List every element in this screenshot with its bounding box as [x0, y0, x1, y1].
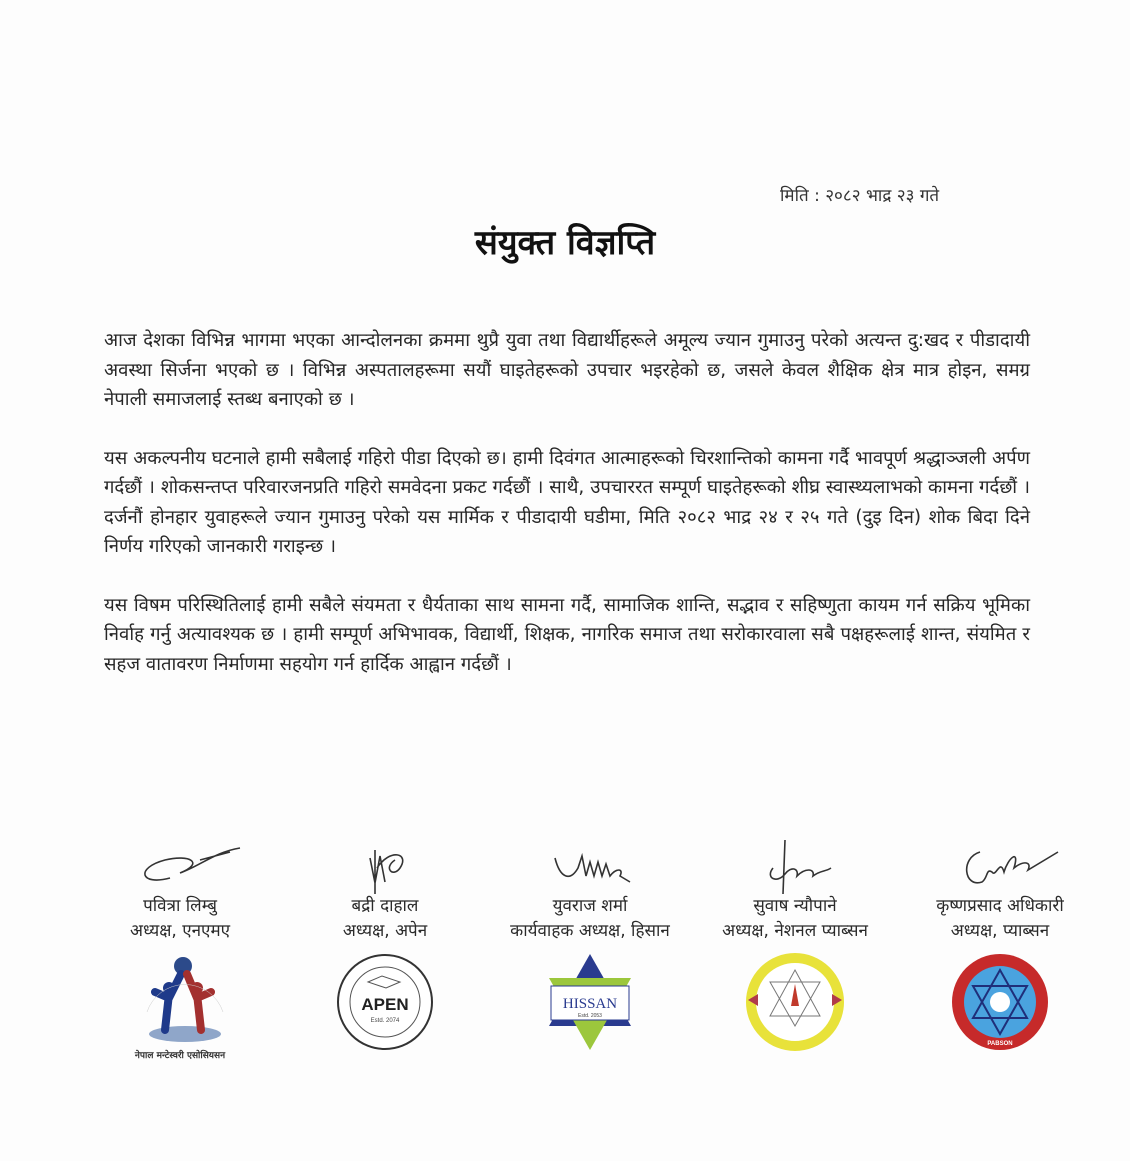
signatory-role: अध्यक्ष, नेशनल प्याब्सन	[722, 921, 868, 941]
apen-logo-text: APEN	[361, 995, 409, 1014]
signature-icon	[725, 838, 865, 894]
signatory-role: अध्यक्ष, प्याब्सन	[950, 921, 1050, 941]
nma-logo-caption: नेपाल मन्टेस्वरी एसोसियसन	[134, 1051, 226, 1061]
hissan-logo-text: HISSAN	[562, 996, 618, 1012]
signatory-name: युवराज शर्मा	[552, 896, 628, 916]
paragraph-1: आज देशका विभिन्न भागमा भएका आन्दोलनका क्रममा थुप्रै युवा तथा विद्यार्थीहरूले अमूल्य ज्यान गुमाउनु परेको अत्यन्त दु:खद र पीडादायी अवस्था सिर्जना भएको छ । विभिन्न अस्पतालहरूमा सयौं घाइतेहरूको उपचार भइरहेको छ, जसले केवल शैक्षिक क्षेत्र मात्र होइन, समग्र नेपाली समाजलाई स्तब्ध बनाएको छ ।	[104, 330, 1030, 410]
document-body	[104, 326, 1030, 708]
signatory-role: कार्यवाहक अध्यक्ष, हिसान	[510, 921, 670, 941]
signatory-1	[80, 838, 280, 1061]
apen-logo-icon	[325, 952, 445, 1052]
signature-icon	[315, 838, 455, 894]
signatory-role: अध्यक्ष, एनएमए	[129, 921, 231, 941]
signatory-5	[900, 838, 1100, 1061]
signature-icon	[520, 838, 660, 894]
paragraph-2: यस अकल्पनीय घटनाले हामी सबैलाई गहिरो पीडा दिएको छ। हामी दिवंगत आत्माहरूको चिरशान्तिको कामना गर्दै भावपूर्ण श्रद्धाञ्जली अर्पण गर्दछौं । शोकसन्तप्त परिवारजनप्रति गहिरो समवेदना प्रकट गर्दछौं । साथै, उपचाररत सम्पूर्ण घाइतेहरूको शीघ्र स्वास्थ्यलाभको कामना गर्दछौं । दर्जनौं होनहार युवाहरूले ज्यान गुमाउनु परेको यस मार्मिक र पीडादायी घडीमा, मिति २०८२ भाद्र २४ र २५ गते (दुइ दिन) शोक बिदा दिने निर्णय गरिएको जानकारी गराइन्छ ।	[104, 447, 1030, 557]
pabson-logo-icon	[940, 952, 1060, 1052]
signatory-4	[695, 838, 895, 1061]
nma-logo-icon	[120, 952, 240, 1052]
signatory-3	[490, 838, 690, 1061]
paragraph-3: यस विषम परिस्थितिलाई हामी सबैले संयमता र धैर्यताका साथ सामना गर्दै, सामाजिक शान्ति, सद्भाव र सहिष्णुता कायम गर्न सक्रिय भूमिका निर्वाह गर्नु अत्यावश्यक छ । हामी सम्पूर्ण अभिभावक, विद्यार्थी, शिक्षक, नागरिक समाज तथा सरोकारवाला सबै पक्षहरूलाई शान्त, संयमित र सहज वातावरण निर्माणमा सहयोग गर्न हार्दिक आह्वान गर्दछौं ।	[104, 594, 1030, 675]
signatory-name: सुवाष न्यौपाने	[753, 896, 837, 916]
hissan-logo-sub: Estd. 2053	[578, 1013, 602, 1019]
document-title: संयुक्त विज्ञप्ति	[474, 223, 656, 263]
apen-logo-sub: Estd. 2074	[370, 1018, 400, 1024]
signatory-2	[285, 838, 485, 1061]
signatories	[80, 838, 1100, 1061]
signature-icon	[930, 838, 1070, 894]
signatory-role: अध्यक्ष, अपेन	[342, 921, 428, 941]
signatory-name: बद्री दाहाल	[351, 896, 419, 916]
national-pabson-logo-icon	[735, 952, 855, 1052]
hissan-logo-icon	[530, 952, 650, 1052]
pabson-logo-text: PABSON	[987, 1041, 1013, 1047]
signature-icon	[110, 838, 250, 894]
signatory-name: कृष्णप्रसाद अधिकारी	[936, 896, 1064, 916]
signatory-name: पवित्रा लिम्बु	[143, 896, 217, 916]
date-line: मिति : २०८२ भाद्र २३ गते	[780, 186, 940, 206]
